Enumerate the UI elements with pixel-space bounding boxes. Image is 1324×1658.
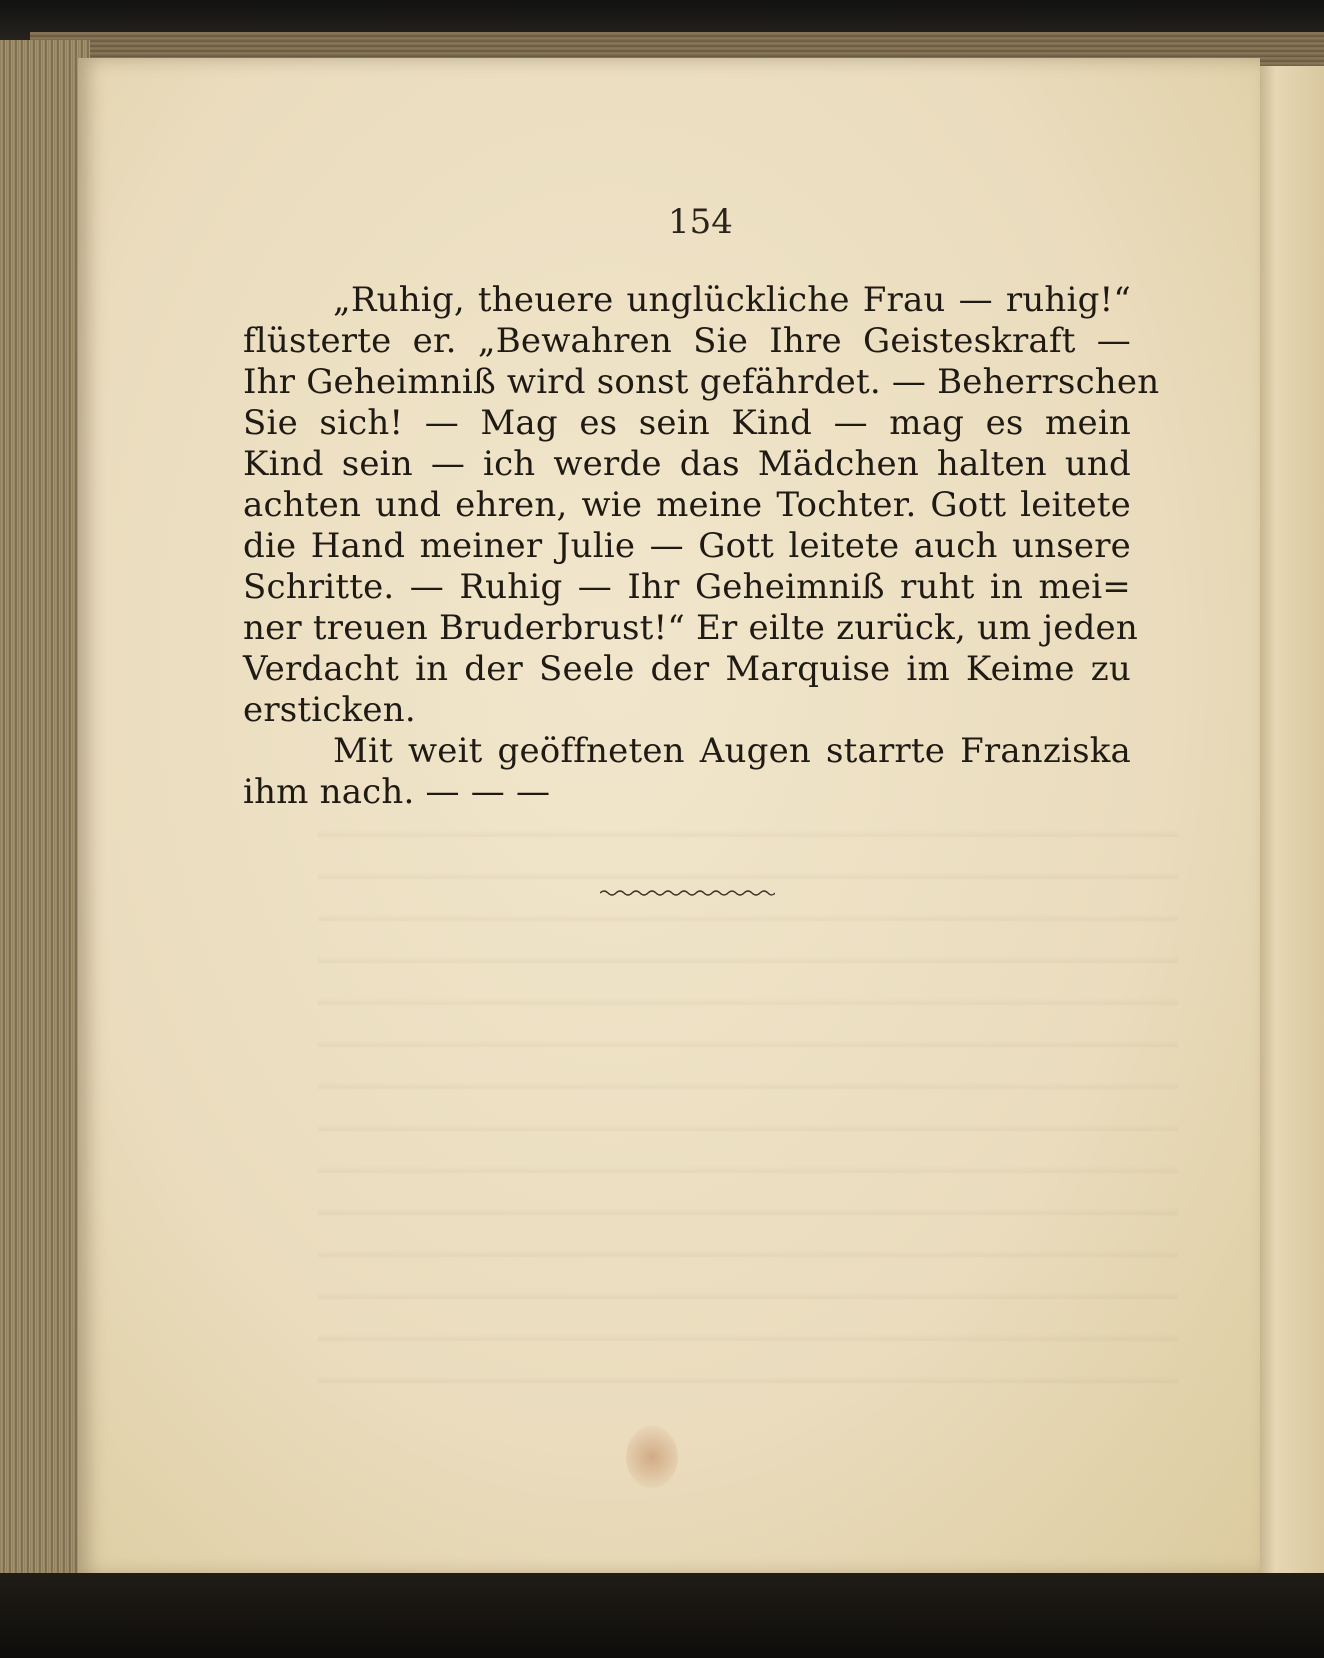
text-line: ner treuen Bruderbrust!“ Er eilte zurück, um jeden <box>243 608 1138 648</box>
text-line: Schritte. — Ruhig — Ihr Geheimniß ruht in mei= <box>243 567 1131 607</box>
text-line: ihm nach. — — — <box>243 772 551 812</box>
text-line: Verdacht in der Seele der Marquise im Keime zu <box>243 649 1131 689</box>
book-left-page-edges <box>0 40 90 1580</box>
show-through-text <box>318 818 1178 1418</box>
text-line: flüsterte er. „Bewahren Sie Ihre Geisteskraft — <box>243 321 1131 361</box>
text-line: ersticken. <box>243 690 416 730</box>
paper-stain <box>626 1426 678 1488</box>
text-line: die Hand meiner Julie — Gott leitete auch unsere <box>243 526 1131 566</box>
facing-page-edge <box>1250 66 1324 1576</box>
text-line: Sie sich! — Mag es sein Kind — mag es mein <box>243 403 1131 443</box>
text-line: „Ruhig, theuere unglückliche Frau — ruhig!“ <box>333 280 1131 320</box>
text-line: Mit weit geöffneten Augen starrte Franziska <box>333 731 1131 771</box>
text-line: Ihr Geheimniß wird sonst gefährdet. — Beherrschen <box>243 362 1160 402</box>
bottom-background <box>0 1573 1324 1658</box>
page-number: 154 <box>668 202 733 242</box>
text-line: Kind sein — ich werde das Mädchen halten und <box>243 444 1131 484</box>
text-line: achten und ehren, wie meine Tochter. Gott leitete <box>243 485 1131 525</box>
ornamental-divider <box>600 888 775 898</box>
